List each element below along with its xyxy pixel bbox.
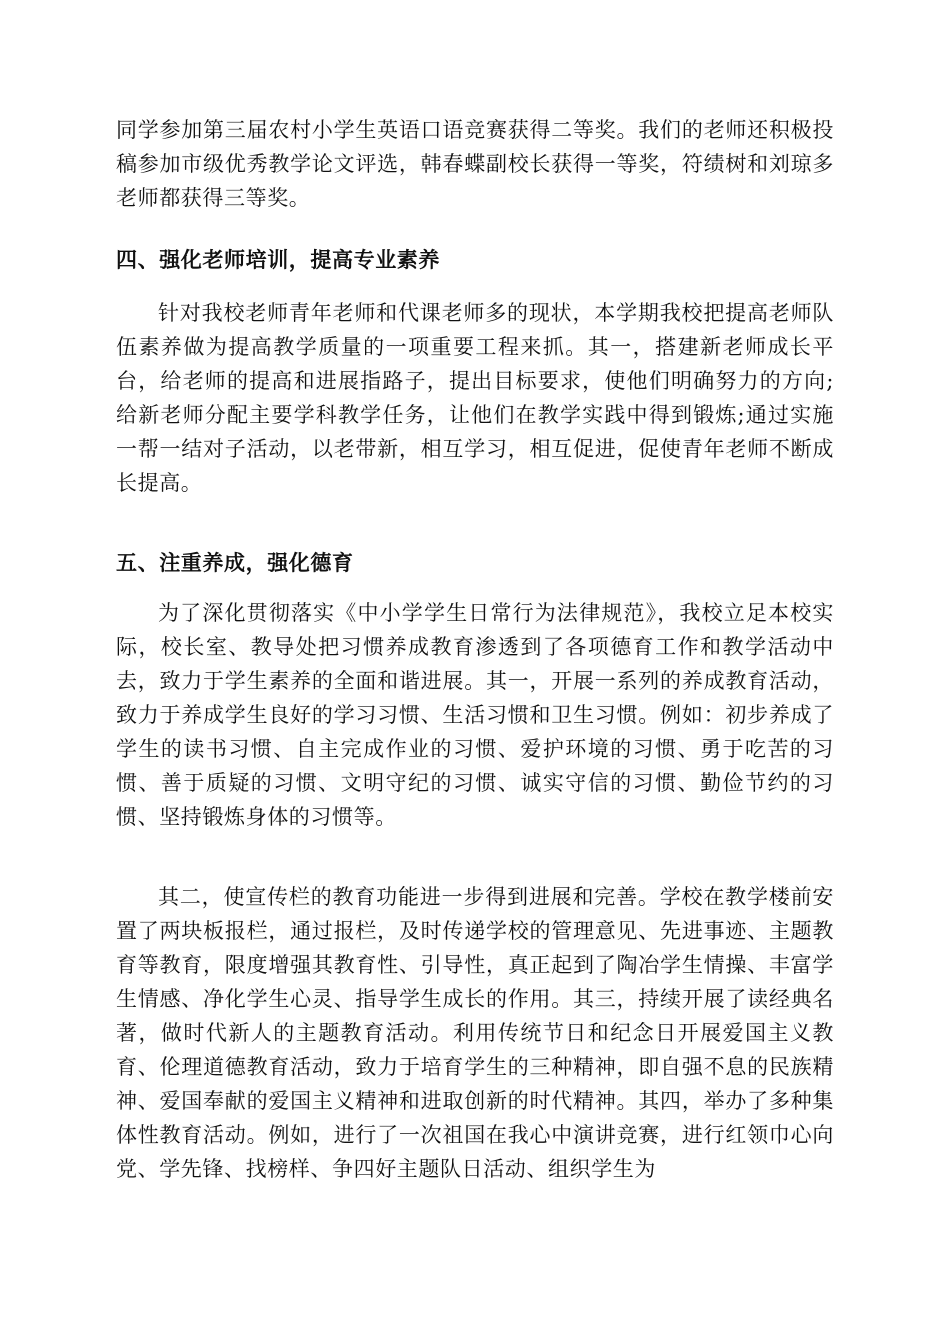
section-5-paragraph-1: 为了深化贯彻落实《中小学学生日常行为法律规范》，我校立足本校实际，校长室、教导处把习惯养成教育渗透到了各项德育工作和教学活动中去，致力于学生素养的全面和谐进展。其一，开展一系列的养成教育活动，致力于养成学生良好的学习习惯、生活习惯和卫生习惯。例如：初步养成了学生的读书习惯、自主完成作业的习惯、爱护环境的习惯、勇于吃苦的习惯、善于质疑的习惯、文明守纪的习惯、诚实守信的习惯、勤俭节约的习惯、坚持锻炼身体的习惯等。	[116, 601, 834, 829]
paragraph-continued: 同学参加第三届农村小学生英语口语竞赛获得二等奖。我们的老师还积极投稿参加市级优秀教学论文评选，韩春蝶副校长获得一等奖，符绩树和刘琼多老师都获得三等奖。	[116, 118, 834, 210]
section-5-paragraph-2: 其二，使宣传栏的教育功能进一步得到进展和完善。学校在教学楼前安置了两块板报栏，通过报栏，及时传递学校的管理意见、先进事迹、主题教育等教育，限度增强其教育性、引导性，真正起到了陶冶学生情操、丰富学生情感、净化学生心灵、指导学生成长的作用。其三，持续开展了读经典名著，做时代新人的主题教育活动。利用传统节日和纪念日开展爱国主义教育、伦理道德教育活动，致力于培育学生的三种精神，即自强不息的民族精神、爱国奉献的爱国主义精神和进取创新的时代精神。其四，举办了多种集体性教育活动。例如，进行了一次祖国在我心中演讲竞赛，进行红领巾心向党、学先锋、找榜样、争四好主题队日活动、组织学生为	[116, 885, 834, 1181]
section-4-paragraph: 针对我校老师青年老师和代课老师多的现状，本学期我校把提高老师队伍素养做为提高教学质量的一项重要工程来抓。其一，搭建新老师成长平台，给老师的提高和进展指路子，提出目标要求，使他们明确努力的方向;给新老师分配主要学科教学任务，让他们在教学实践中得到锻炼;通过实施一帮一结对子活动，以老带新，相互学习，相互促进，促使青年老师不断成长提高。	[116, 301, 834, 495]
section-heading-4: 四、强化老师培训，提高专业素养	[116, 248, 440, 272]
section-heading-5: 五、注重养成，强化德育	[116, 551, 354, 575]
